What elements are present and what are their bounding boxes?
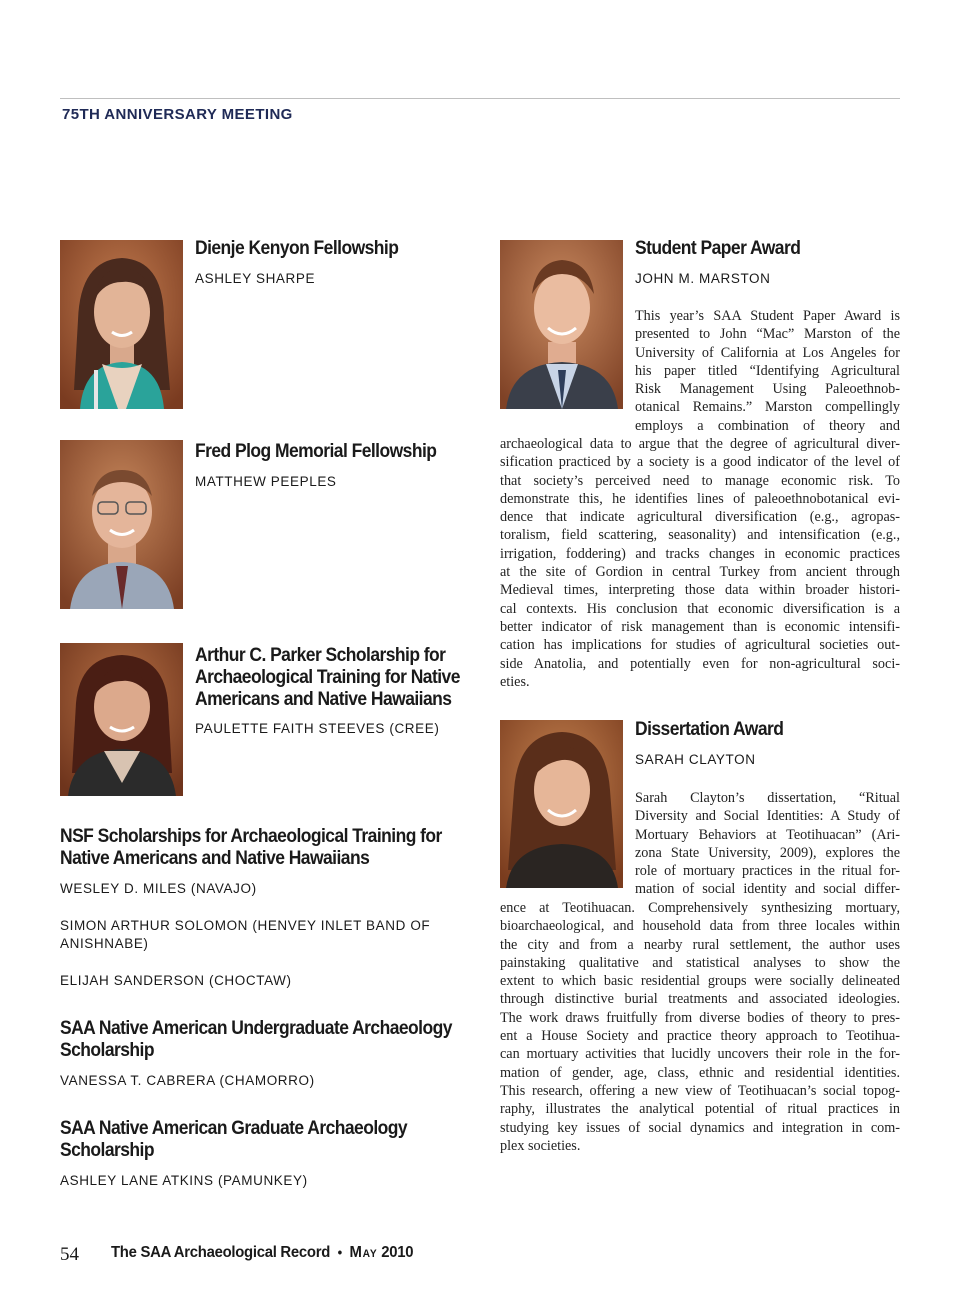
body-line: Diversity and Social Identities: A Study of (635, 808, 900, 825)
body-line: that society’s perceived need to manage economic risk. To (500, 472, 900, 489)
award-title-undergraduate-scholarship (60, 1018, 452, 1062)
issue-month: May (349, 1244, 378, 1261)
recipient-name: PAULETTE FAITH STEEVES (CREE) (195, 721, 440, 736)
award-title-fred-plog: Fred Plog Memorial Fellowship (195, 441, 437, 462)
recipient-name: SIMON ARTHUR SOLOMON (HENVEY INLET BAND OF (60, 918, 431, 933)
header-rule (60, 98, 900, 99)
title-line: Archaeological Training for Native (195, 667, 460, 688)
title-line: Scholarship (60, 1140, 154, 1161)
body-line: the city and from a nearby rural settlement, the author uses (500, 936, 900, 953)
award-title-dienje-kenyon: Dienje Kenyon Fellowship (195, 238, 399, 259)
title-line: Scholarship (60, 1040, 154, 1061)
body-line: The work draws fruitfully from diverse bodies of theory to pres- (500, 1009, 900, 1026)
body-line: through distinctive burial treatments and associated ideologies. (500, 991, 900, 1008)
title-line: Americans and Native Hawaiians (195, 689, 452, 710)
award-title-graduate-scholarship (60, 1118, 407, 1162)
body-line: mation of gender, age, class, ethnic and residential identities. (500, 1064, 900, 1081)
publication-name: The SAA Archaeological Record (111, 1244, 331, 1261)
student-paper-body-full (500, 435, 900, 691)
body-line: University of California at Los Angeles for (635, 344, 900, 361)
body-line: irrigation, foddering) and tracks changes in economic practices (500, 545, 900, 562)
body-line: ence at Teotihuacan. Comprehensively synthesizing mortuary, (500, 900, 900, 916)
body-line: cal contexts. His conclusion that economic diversification is a (500, 600, 900, 617)
award-title-arthur-c-parker (195, 645, 460, 711)
photo-paulette-faith-steeves (60, 643, 183, 796)
body-line: otanical Remains.” Marston compellingly (635, 399, 900, 416)
body-line: toralism, field scattering, seasonality) and intensification (e.g., (500, 527, 900, 544)
recipient-name: VANESSA T. CABRERA (CHAMORRO) (60, 1073, 315, 1088)
body-line: at the site of Gordion in central Turkey from ancient through (500, 564, 900, 581)
title-line: Arthur C. Parker Scholarship for (195, 645, 446, 666)
page-number: 54 (60, 1244, 79, 1265)
student-paper-body-wrap (635, 307, 900, 435)
body-line: Mortuary Behaviors at Teotihuacan” (Ari- (635, 826, 900, 843)
photo-john-m-marston (500, 240, 623, 409)
body-line: mation of social identity and social differ- (635, 881, 900, 898)
dissertation-body-wrap (635, 789, 900, 899)
body-line: role of mortuary practices in the ritual for- (635, 863, 900, 880)
body-line: raphy, illustrates the analytical potential of ritual practices in (500, 1101, 900, 1118)
body-line: painstaking qualitative and statistical analyses to show the (500, 954, 900, 971)
title-line: NSF Scholarships for Archaeological Training for (60, 826, 442, 847)
body-line: Sarah Clayton’s dissertation, “Ritual (635, 790, 900, 806)
body-line: plex societies. (500, 1137, 581, 1154)
title-line: SAA Native American Graduate Archaeology (60, 1118, 408, 1139)
body-line: Medieval times, interpreting those data within broader histori- (500, 582, 900, 599)
body-line: bioarchaeological, and household data from three locales within (500, 918, 900, 935)
recipient-name: JOHN M. MARSTON (635, 271, 771, 286)
body-line: studying key issues of social dynamics and integration in com- (500, 1119, 900, 1136)
body-line: zona State University, 2009), explores the (635, 844, 900, 861)
body-line: dence that indicate agricultural diversification (e.g., agropas- (500, 509, 900, 526)
body-line: presented to John “Mac” Marston of the (635, 326, 900, 343)
body-line: archaeological data to argue that the degree of agricultural diver- (500, 436, 900, 452)
publication-footer (111, 1244, 413, 1262)
footer-bullet: • (337, 1244, 342, 1260)
photo-ashley-sharpe (60, 240, 183, 409)
issue-year: 2010 (381, 1244, 414, 1261)
dissertation-body-full (500, 899, 900, 1155)
recipient-name: ANISHNABE) (60, 936, 149, 951)
title-line: Native Americans and Native Hawaiians (60, 848, 370, 869)
body-line: This year’s SAA Student Paper Award is (635, 308, 900, 324)
body-line: demonstrate this, he identifies lines of paleoethnobotanical evi- (500, 490, 900, 507)
body-line: employs a combination of theory and (635, 417, 900, 434)
photo-sarah-clayton (500, 720, 623, 888)
recipient-name: MATTHEW PEEPLES (195, 474, 337, 489)
award-title-nsf-scholarships (60, 826, 442, 870)
body-line: his paper titled “Identifying Agricultural (635, 362, 900, 379)
body-line: ent a House Society and practice theory approach to Teotihua- (500, 1028, 900, 1045)
section-label: 75TH ANNIVERSARY MEETING (62, 106, 293, 123)
body-line: This research, offering a new view of Teotihuacan’s social topog- (500, 1082, 900, 1099)
body-line: extent to which basic residential groups were socially delineated (500, 973, 900, 990)
recipient-name: ASHLEY LANE ATKINS (PAMUNKEY) (60, 1173, 308, 1188)
body-line: side Anatolia, and potentially even for non-agricultural soci- (500, 655, 900, 672)
title-line: SAA Native American Undergraduate Archaeology (60, 1018, 452, 1039)
body-line: better indicator of risk management than is economic intensifi- (500, 618, 900, 635)
award-title-dissertation: Dissertation Award (635, 719, 784, 740)
photo-matthew-peeples (60, 440, 183, 609)
award-title-student-paper: Student Paper Award (635, 238, 801, 259)
recipient-name: WESLEY D. MILES (NAVAJO) (60, 881, 257, 896)
body-line: Risk Management Using Paleoethnob- (635, 381, 900, 398)
body-line: sification practiced by a society is a good indicator of the level of (500, 454, 900, 471)
recipient-name: ASHLEY SHARPE (195, 271, 316, 286)
recipient-name: SARAH CLAYTON (635, 752, 756, 767)
body-line: cation has implications for studies of agricultural societies out- (500, 637, 900, 654)
body-line: can mortuary activities that lucidly uncovers their role in the for- (500, 1046, 900, 1063)
body-line: eties. (500, 673, 530, 690)
recipient-name: ELIJAH SANDERSON (CHOCTAW) (60, 973, 292, 988)
